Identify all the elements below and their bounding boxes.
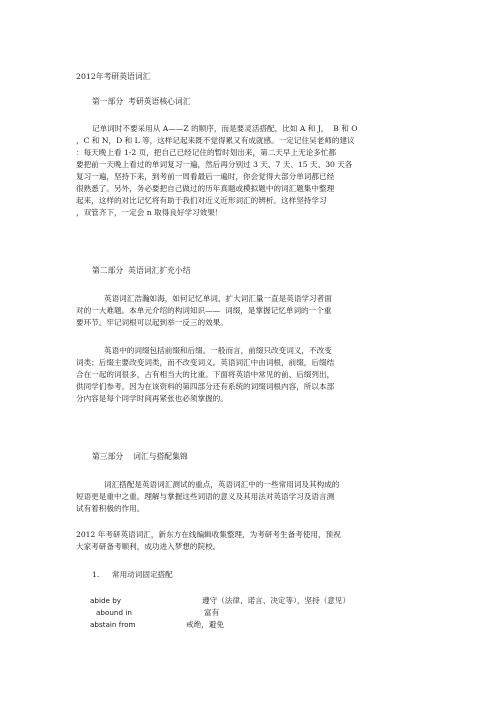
entry-meaning: 遵守（法律、诺言、决定等），坚持（意见）: [202, 596, 351, 605]
entry-meaning: 富有: [204, 608, 220, 617]
part3-line: 词汇搭配是英语词汇测试的重点，英语词汇中的一些常用词及其构成的: [104, 480, 340, 489]
part3-line: 短语更是重中之重。理解与掌握这些词语的意义及其用法对英语学习及语言测: [76, 492, 335, 501]
part3-heading: 第三部分 词汇与搭配集锦: [92, 452, 188, 461]
part2-line: 对的一大难题。本单元介绍的构词知识—— 词缀，是掌握记忆单词的一个重: [76, 306, 332, 315]
part1-heading: 第一部分 考研英语核心词汇: [92, 97, 191, 106]
part1-line: 要把前一天晚上看过的单词复习一遍，然后再分别过 3 天、7 天、15 天、30 天各: [76, 160, 353, 169]
part2-line: 英语中的词缀包括前缀和后缀。一般而言，前缀只改变词义，不改变: [104, 346, 332, 355]
entry-term: abound in: [96, 608, 132, 617]
entry-meaning: 戒绝，避免: [186, 620, 224, 629]
part1-line: 很熟悉了。另外，务必要把自己做过的历年真题或模拟题中的词汇题集中整理: [76, 184, 335, 193]
document-title: 2012年考研英语词汇: [76, 72, 151, 81]
part1-line: 起来，这样的对比记忆将有助于我们对近义近形词汇的辨析。这样坚持学习: [76, 196, 327, 205]
part2-line: 分内容是每个同学时间再紧张也必须掌握的。: [76, 394, 228, 403]
entry-term: abide by: [90, 596, 122, 605]
part3-line: 试有着积极的作用。: [76, 504, 145, 513]
part2-line: 合在一起的词很多，占有相当大的比重。下面将英语中常见的前、后缀列出，: [76, 370, 335, 379]
part2-line: 要环节。牢记词根可以起到举一反三的效果。: [76, 318, 228, 327]
part2-line: 词类；后缀主要改变词类，而不改变词义。英语词汇中由词根，前缀，后缀结: [76, 358, 335, 367]
part1-line: ：每天晚上看 1-2 页，把自己已经记住的暂时划出来，第二天早上无论多忙都: [76, 148, 337, 157]
list-number: 1.: [92, 570, 100, 579]
entry-term: abstain from: [90, 620, 136, 629]
part2-line: 供同学们参考。因为在该资料的第四部分还有系统的词缀词根内容，所以本部: [76, 382, 335, 391]
part1-line: 复习一遍，坚持下来，到考前一周看最后一遍时，你会觉得大部分单词都已经: [76, 172, 335, 181]
closing-line: 2012 年考研英语词汇，新东方在线编辑收集整理，为考研考生备考使用，预祝: [76, 530, 341, 539]
part1-line: ，双管齐下，一定会 n 取得良好学习效果！: [76, 208, 223, 217]
list-heading: 常用动词固定搭配: [112, 570, 173, 579]
closing-line: 大家考研备考顺利，成功进入梦想的院校。: [76, 542, 221, 551]
part2-heading: 第二部分 英语词汇扩充小结: [92, 266, 191, 275]
part2-line: 英语词汇浩瀚如海，如何记忆单词，扩大词汇量一直是英语学习者面: [104, 294, 332, 303]
part1-line: 记单词时不要采用从 A——Z 的顺序，而是要灵活搭配，比如 A 和 J， B 和 O: [92, 124, 358, 133]
part1-line: ，C 和 N，D 和 L 等，这样记起来既不觉得累又有成就感。一定记住吴老师的建议: [76, 136, 355, 145]
